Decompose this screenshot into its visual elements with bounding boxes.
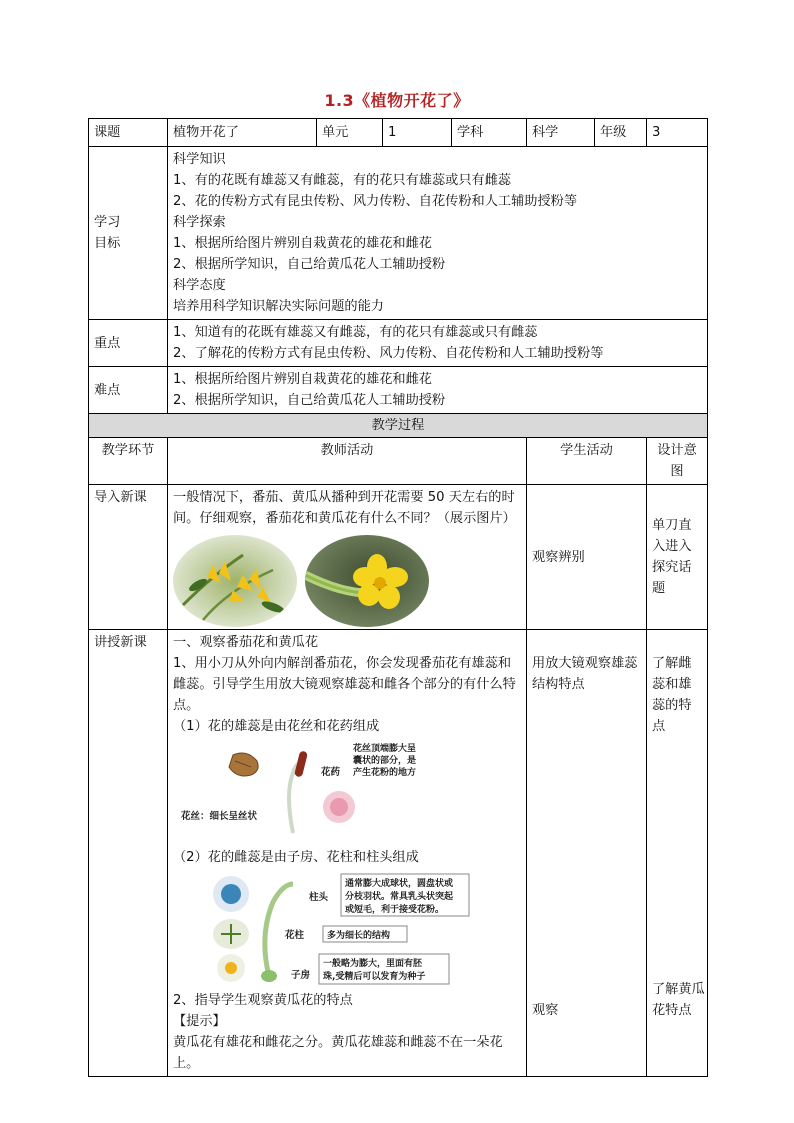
lecture-design-2: 了解黄瓜花特点: [652, 982, 705, 1018]
difficulties-label: 难点: [89, 367, 168, 414]
lecture-design-1: 了解雌蕊和雄蕊的特点: [652, 656, 692, 734]
topic-value: 植物开花了: [168, 119, 317, 147]
stamen-anther-label: 花药: [321, 767, 341, 778]
lecture-student-2: 观察: [532, 1003, 559, 1018]
grade-value: 3: [647, 119, 708, 147]
pistil-stigma-label: 柱头: [309, 892, 329, 903]
process-heading: 教学过程: [89, 414, 708, 438]
pistil-style-label: 花柱: [285, 930, 305, 941]
svg-text:分枝羽状。常具乳头状突起: 分枝羽状。常具乳头状突起: [345, 892, 454, 902]
hint-text: 黄瓜花有雄花和雌花之分。黄瓜花雄蕊和雌蕊不在一朵花上。: [173, 1035, 503, 1071]
process-heading-row: [89, 414, 708, 438]
lesson-plan-table: [88, 118, 708, 1077]
svg-text:产生花粉的地方: 产生花粉的地方: [353, 768, 417, 778]
pistil-ovary-label: 子房: [291, 970, 311, 981]
lecture-section-1: 一、观察番茄花和黄瓜花: [173, 635, 319, 650]
process-columns-row: [89, 438, 708, 485]
lecture-design: [647, 630, 708, 1077]
col-student: 学生活动: [527, 438, 647, 485]
svg-text:珠,受精后可以发育为种子: 珠,受精后可以发育为种子: [323, 972, 426, 982]
subject-value: 科学: [527, 119, 595, 147]
col-stage: 教学环节: [89, 438, 168, 485]
svg-text:花丝顶端膨大呈: 花丝顶端膨大呈: [353, 744, 417, 754]
intro-row: [89, 485, 708, 630]
lecture-step-1: 1、用小刀从外向内解剖番茄花，你会发现番茄花有雄蕊和雌蕊。引导学生用放大镜观察雄蕊和雌各个部分的有什么特点。: [173, 656, 516, 713]
lecture-stage: 讲授新课: [89, 630, 168, 1077]
svg-text:多为细长的结构: 多为细长的结构: [327, 931, 391, 941]
intro-design: 单刀直入进入探究话题: [647, 485, 708, 630]
subject-label: 学科: [452, 119, 527, 147]
hint-label: 【提示】: [173, 1014, 226, 1029]
intro-teacher: [168, 485, 527, 630]
svg-text:一般略为膨大，里面有胚: 一般略为膨大，里面有胚: [323, 959, 423, 969]
col-design: 设计意图: [647, 438, 708, 485]
pistil-title: （2）花的雌蕊是由子房、花柱和柱头组成: [173, 850, 419, 865]
difficulties-row: [89, 367, 708, 414]
difficulties-content: 1、根据所给图片辨别自栽黄花的雄花和雌花 2、根据所学知识，自己给黄瓜花人工辅助授粉: [168, 367, 708, 414]
lecture-row: [89, 630, 708, 1077]
page-title: 1.3《植物开花了》: [324, 91, 470, 110]
key-points-row: [89, 320, 708, 367]
svg-text:囊状的部分，是: 囊状的部分，是: [353, 756, 417, 766]
lecture-student: [527, 630, 647, 1077]
stamen-title: （1）花的雄蕊是由花丝和花药组成: [173, 719, 380, 734]
stamen-filament-label: 花丝：细长呈丝状: [181, 811, 258, 822]
objectives-label: 学习 目标: [89, 147, 168, 320]
intro-stage: 导入新课: [89, 485, 168, 630]
grade-label: 年级: [595, 119, 647, 147]
col-teacher: 教师活动: [168, 438, 527, 485]
objectives-row: [89, 147, 708, 320]
key-points-label: 重点: [89, 320, 168, 367]
intro-photos: [173, 535, 521, 627]
stamen-diagram: [173, 741, 473, 845]
cucumber-flower-photo: [305, 535, 429, 627]
svg-text:通常膨大成球状，圆盘状或: 通常膨大成球状，圆盘状或: [345, 879, 454, 889]
key-points-content: 1、知道有的花既有雄蕊又有雌蕊，有的花只有雄蕊或只有雌蕊 2、了解花的传粉方式有昆虫传粉、风力传粉、自花传粉和人工辅助授粉等: [168, 320, 708, 367]
topic-label: 课题: [89, 119, 168, 147]
unit-value: 1: [383, 119, 452, 147]
lecture-teacher: [168, 630, 527, 1077]
objectives-content: 科学知识 1、有的花既有雄蕊又有雌蕊，有的花只有雄蕊或只有雌蕊 2、花的传粉方式有昆虫传粉、风力传粉、自花传粉和人工辅助授粉等 科学探索 1、根据所给图片辨别自栽黄花的雄花和雌花 2、根据所学知识，自己给黄瓜花人工辅助授粉 科学态度 培养用科学知识解决实际问题的能力: [168, 147, 708, 320]
pistil-diagram: [173, 872, 473, 988]
tomato-flower-photo: [173, 535, 297, 627]
lecture-student-1: 用放大镜观察雄蕊结构特点: [532, 656, 638, 692]
intro-teacher-text: 一般情况下，番茄、黄瓜从播种到开花需要 50 天左右的时间。仔细观察，番茄花和黄瓜花有什么不同？（展示图片）: [173, 490, 516, 526]
intro-student: 观察辨别: [527, 485, 647, 630]
lecture-step-2: 2、指导学生观察黄瓜花的特点: [173, 993, 353, 1008]
svg-text:或短毛，利于接受花粉。: 或短毛，利于接受花粉。: [345, 905, 445, 915]
unit-label: 单元: [317, 119, 383, 147]
header-row: [89, 119, 708, 147]
